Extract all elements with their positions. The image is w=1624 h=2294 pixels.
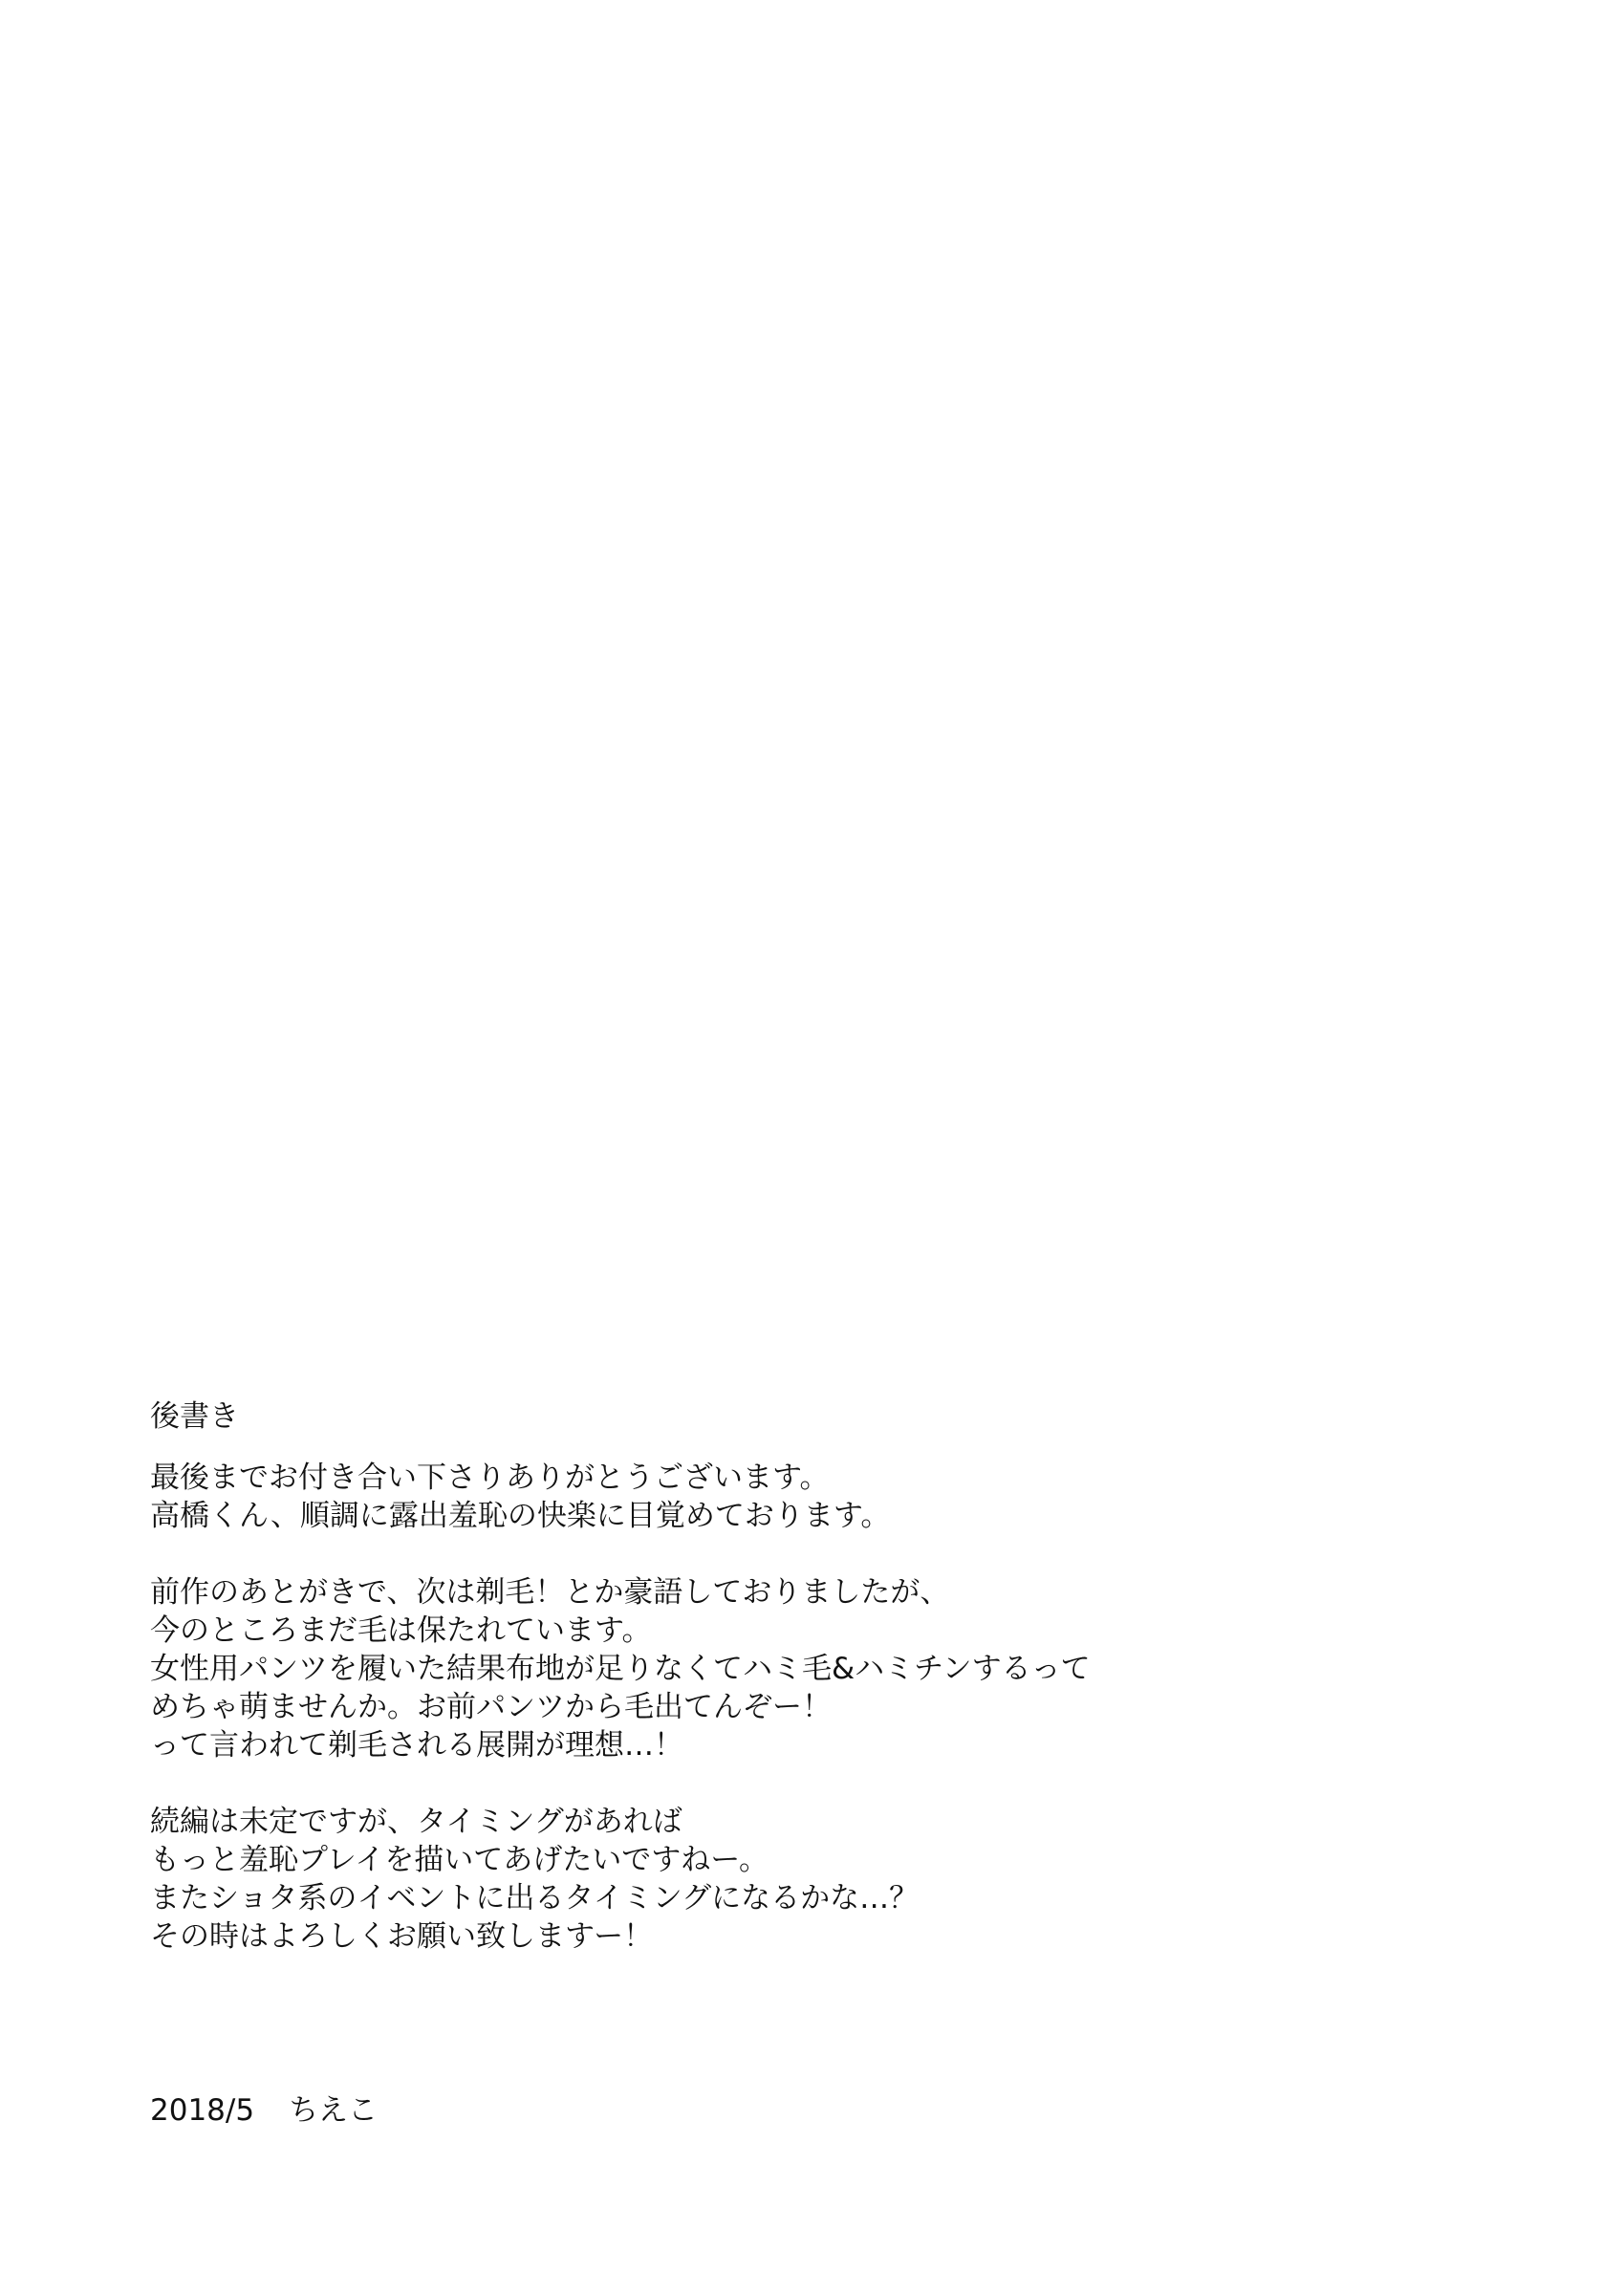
text-line: 前作のあとがきで、次は剃毛！とか豪語しておりましたが、: [150, 1575, 950, 1610]
afterword-paragraph: [150, 1459, 1469, 1535]
afterword-title: 後書き: [150, 1399, 239, 1434]
text-line: って言われて剃毛される展開が理想…！: [150, 1728, 683, 1763]
text-line: めちゃ萌ませんか。お前パンツから毛出てんぞー！: [150, 1690, 832, 1724]
afterword-section: [150, 1397, 1469, 1994]
text-line: その時はよろしくお願い致しますー！: [150, 1919, 654, 1954]
signature-date: 2018/5: [150, 2093, 255, 2128]
text-line: またショタ系のイベントに出るタイミングになるかな…？: [150, 1881, 920, 1915]
text-line: 高橋くん、順調に露出羞恥の快楽に目覚めております。: [150, 1499, 891, 1533]
text-line: 女性用パンツを履いた結果布地が足りなくてハミ毛&ハミチンするって: [150, 1652, 1091, 1686]
afterword-paragraph: [150, 1803, 1469, 1956]
afterword-paragraph: [150, 1573, 1469, 1764]
text-line: 今のところまだ毛は保たれています。: [150, 1613, 652, 1648]
signature: [150, 2091, 378, 2130]
signature-author: ちえこ: [289, 2093, 379, 2128]
text-line: 最後までお付き合い下さりありがとうございます。: [150, 1461, 830, 1495]
text-line: 続編は未定ですが、タイミングがあれば: [150, 1805, 682, 1839]
text-line: もっと羞恥プレイを描いてあげたいですねー。: [150, 1843, 769, 1877]
